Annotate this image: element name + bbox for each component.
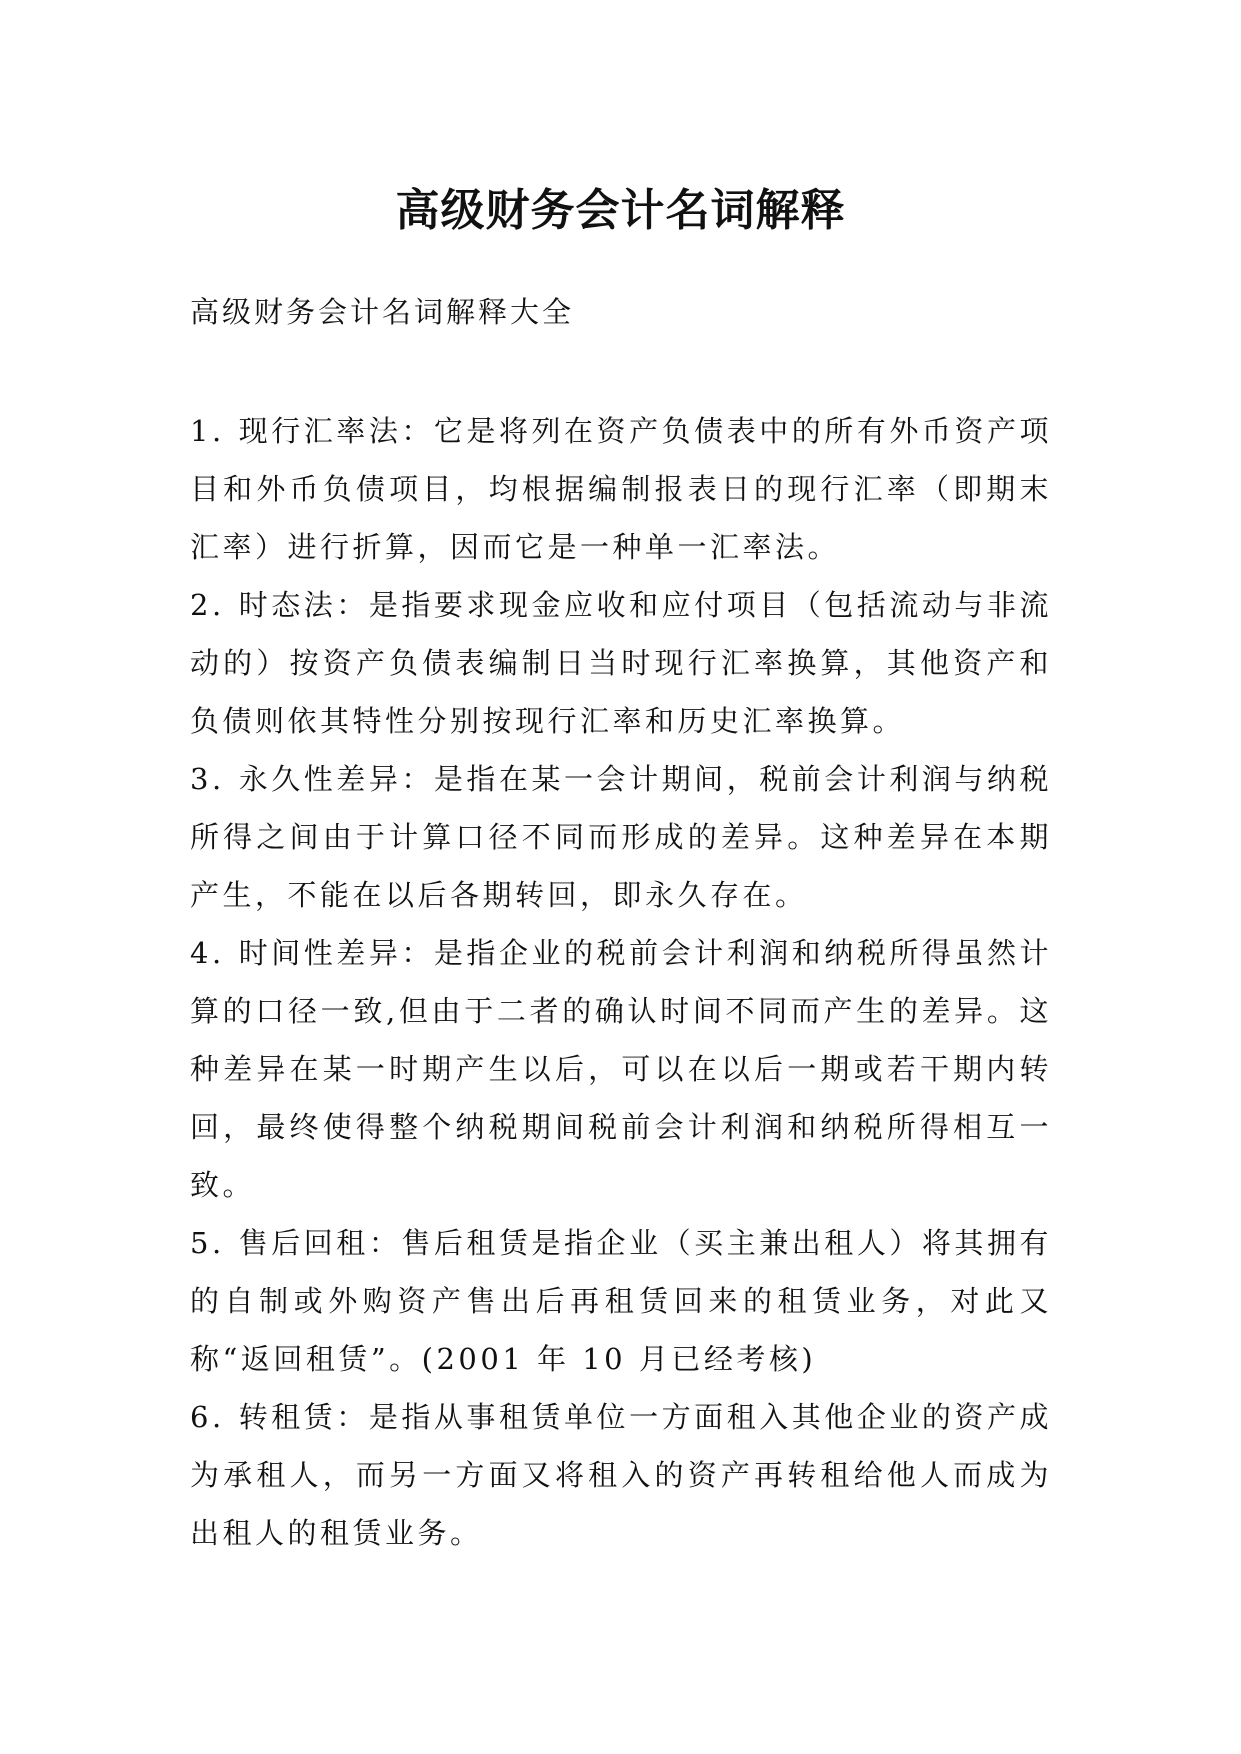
entry-number: 3. [190, 762, 225, 796]
entry-text: 售后回租：售后租赁是指企业（买主兼出租人）将其拥有的自制或外购资产售出后再租赁回来的租赁业务，对此又称“返回租赁”。(2001 年 10 月已经考核) [190, 1226, 1052, 1376]
entry-number: 5. [190, 1226, 225, 1260]
entry-1 [190, 402, 1052, 576]
document-subtitle: 高级财务会计名词解释大全 [190, 295, 575, 329]
entry-6 [190, 1388, 1052, 1562]
entry-number: 2. [190, 588, 225, 622]
entry-4 [190, 924, 1052, 1214]
entry-text: 时间性差异：是指企业的税前会计利润和纳税所得虽然计算的口径一致,但由于二者的确认时间不同而产生的差异。这种差异在某一时期产生以后，可以在以后一期或若干期内转回，最终使得整个纳税期间税前会计利润和纳税所得相互一致。 [190, 936, 1052, 1202]
entry-3 [190, 750, 1052, 924]
entry-text: 转租赁：是指从事租赁单位一方面租入其他企业的资产成为承租人，而另一方面又将租入的资产再转租给他人而成为出租人的租赁业务。 [190, 1400, 1052, 1550]
entry-5 [190, 1214, 1052, 1388]
entry-number: 4. [190, 936, 225, 970]
entry-2 [190, 576, 1052, 750]
document-title: 高级财务会计名词解释 [395, 185, 846, 237]
entry-text: 现行汇率法：它是将列在资产负债表中的所有外币资产项目和外币负债项目，均根据编制报表日的现行汇率（即期末汇率）进行折算，因而它是一种单一汇率法。 [190, 414, 1052, 564]
entry-text: 时态法：是指要求现金应收和应付项目（包括流动与非流动的）按资产负债表编制日当时现行汇率换算，其他资产和负债则依其特性分别按现行汇率和历史汇率换算。 [190, 588, 1052, 738]
entry-number: 6. [190, 1400, 225, 1434]
entry-text: 永久性差异：是指在某一会计期间，税前会计利润与纳税所得之间由于计算口径不同而形成的差异。这种差异在本期产生，不能在以后各期转回，即永久存在。 [190, 762, 1052, 912]
document-body [190, 402, 1052, 1562]
entry-number: 1. [190, 414, 225, 448]
